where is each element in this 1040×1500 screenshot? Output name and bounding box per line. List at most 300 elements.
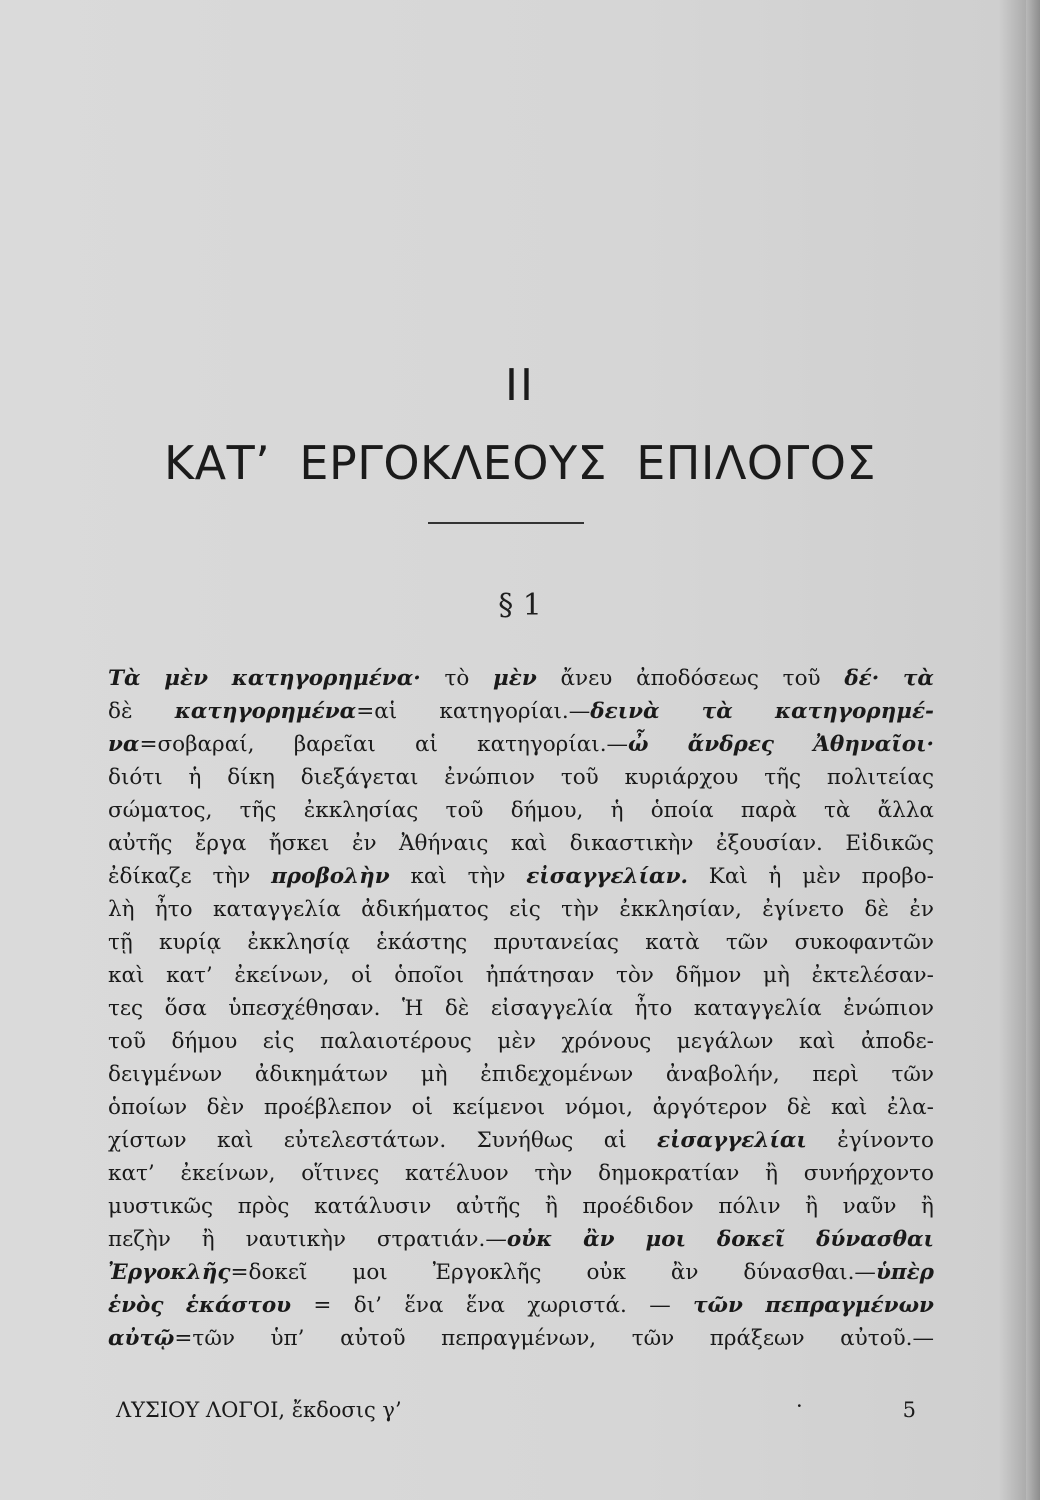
- text-run: δειγμένων: [108, 1062, 223, 1087]
- text-run: οἱ: [351, 963, 373, 988]
- text-run: τὴν: [534, 1161, 573, 1186]
- word: [611, 794, 624, 827]
- word: [763, 959, 790, 992]
- text-run: προβο-: [861, 864, 934, 889]
- text-run: μεγάλων: [676, 1029, 774, 1054]
- text-run: μυστικῶς: [108, 1194, 214, 1219]
- emphasized-text: Ἀθηναῖοι·: [813, 732, 934, 757]
- emphasized-text: ἄνδρες: [687, 732, 774, 757]
- text-run: ναῦν: [842, 1194, 897, 1219]
- word: [824, 794, 850, 827]
- text-run: ἢ: [201, 1227, 215, 1252]
- text-run: κυριάρχου: [624, 765, 739, 790]
- word: [108, 695, 132, 728]
- word: [491, 992, 613, 1025]
- word: [264, 1091, 392, 1124]
- text-run: Εἰδικῶς: [845, 831, 934, 856]
- text-run: ὑπεσχέθησαν.: [228, 996, 381, 1021]
- word: [217, 1124, 253, 1157]
- word: [762, 893, 844, 926]
- word: [598, 1157, 739, 1190]
- word: [108, 1190, 213, 1223]
- word: [165, 992, 207, 1025]
- emphasized-text: εἰσαγγελίαν.: [526, 864, 688, 889]
- text-run: ἐνώπιον: [444, 765, 535, 790]
- text-run: =δοκεῖ: [230, 1260, 308, 1285]
- word: [805, 1190, 818, 1223]
- word: [657, 1124, 807, 1157]
- text-run: ἢ: [805, 1194, 819, 1219]
- word: [710, 1322, 805, 1355]
- word: [207, 1091, 245, 1124]
- word: [565, 1091, 633, 1124]
- word: [921, 1190, 934, 1223]
- word: [843, 1190, 897, 1223]
- text-run: τῆς: [239, 798, 277, 823]
- emphasized-text: δοκεῖ: [716, 1227, 786, 1252]
- word: [676, 959, 742, 992]
- footer-book-title: ΛΥΣΙΟΥ ΛΟΓΟΙ, ἔκδοσις γ’: [116, 1398, 402, 1422]
- word: [583, 1190, 694, 1223]
- text-run: κατέλυον: [405, 1161, 509, 1186]
- emphasized-text: δεινὰ: [590, 699, 660, 724]
- chapter-numeral: II: [505, 360, 535, 411]
- word: [827, 761, 934, 794]
- word: [586, 1256, 625, 1289]
- word: [108, 1289, 163, 1322]
- text-run: πεπραγμένων,: [441, 1326, 597, 1351]
- word: [666, 1058, 780, 1091]
- emphasized-text: ὑπὲρ: [875, 1260, 934, 1285]
- word: [845, 827, 934, 860]
- emphasized-text: προβολὴν: [271, 864, 390, 889]
- word: [441, 1322, 596, 1355]
- word: [415, 728, 438, 761]
- text-run: βαρεῖαι: [293, 732, 376, 757]
- word: [352, 1256, 387, 1289]
- text-run: μὲν: [497, 1029, 536, 1054]
- text-run: αὐτοῦ.—: [840, 1326, 934, 1351]
- word: [439, 695, 659, 728]
- word: [769, 860, 782, 893]
- word: [831, 1091, 867, 1124]
- text-run: δύνασθαι.—: [743, 1260, 876, 1285]
- emphasized-text: Τὰ: [108, 666, 141, 691]
- word: [301, 1157, 379, 1190]
- word: [108, 1091, 187, 1124]
- word: [171, 1025, 237, 1058]
- word: [604, 1124, 627, 1157]
- word: [878, 794, 934, 827]
- text-run: ἢ: [544, 1194, 558, 1219]
- word: [108, 992, 143, 1025]
- emphasized-text: ἑκάστου: [185, 1293, 292, 1318]
- text-run: δὲ: [444, 996, 470, 1021]
- chapter-title: ΚΑΤ’ ΕΡΓΟΚΛΕΟΥΣ ΕΠΙΛΟΓΟΣ: [163, 436, 877, 490]
- word: [234, 959, 329, 992]
- word: [108, 1157, 155, 1190]
- word: [561, 893, 599, 926]
- emphasized-text: κατηγορημένα·: [231, 666, 421, 691]
- text-run: ἀποδε-: [860, 1029, 934, 1054]
- word: [394, 959, 464, 992]
- text-run: τῇ: [108, 930, 133, 955]
- text-run: ἕνα: [404, 1293, 444, 1318]
- text-run: ἀναβολήν,: [665, 1062, 780, 1087]
- word: [175, 695, 397, 728]
- word: [108, 662, 141, 695]
- text-run: τοῦ: [560, 765, 599, 790]
- word: [271, 860, 390, 893]
- text-run: Ἡ: [401, 996, 424, 1021]
- text-run: εἰσαγγελία: [490, 996, 614, 1021]
- word: [108, 1058, 222, 1091]
- text-run: Καὶ: [708, 864, 748, 889]
- text-run: ἡ: [610, 798, 624, 823]
- text-run: ἐκκλησίας: [303, 798, 419, 823]
- text-run: μὲν: [802, 864, 841, 889]
- word: [862, 860, 934, 893]
- word: [545, 1190, 558, 1223]
- text-run: =αἱ: [356, 699, 398, 724]
- word: [228, 992, 380, 1025]
- text-run: ἐγίνετο: [762, 897, 845, 922]
- word: [108, 1025, 146, 1058]
- word: [354, 1289, 382, 1322]
- word: [240, 794, 277, 827]
- text-run: τῶν: [891, 1062, 934, 1087]
- text-run: τῶν: [631, 1326, 675, 1351]
- text-run: δὲ: [864, 897, 889, 922]
- text-run: ἀδικήματος: [361, 897, 489, 922]
- text-line: [108, 1091, 934, 1124]
- text-line: [108, 1322, 934, 1355]
- text-run: αὐτῆς: [108, 831, 173, 856]
- text-run: πρὸς: [237, 1194, 290, 1219]
- word: [844, 662, 879, 695]
- word: [405, 1157, 509, 1190]
- word: [166, 959, 213, 992]
- emphasized-text: δέ·: [844, 666, 880, 691]
- word: [693, 1289, 743, 1322]
- word: [270, 1322, 304, 1355]
- text-run: εἰς: [262, 1029, 295, 1054]
- word: [304, 794, 419, 827]
- text-line: [108, 959, 934, 992]
- word: [453, 1091, 546, 1124]
- word: [709, 860, 748, 893]
- word: [108, 827, 172, 860]
- word: [861, 1025, 934, 1058]
- footer-dot: ·: [796, 1394, 803, 1418]
- text-run: αἱ: [415, 732, 438, 757]
- text-run: ἐκτελέσαν-: [811, 963, 934, 988]
- text-line: [108, 662, 934, 695]
- word: [562, 1025, 652, 1058]
- word: [108, 860, 192, 893]
- text-run: κατ’: [108, 1161, 155, 1186]
- word: [561, 761, 599, 794]
- text-run: —: [649, 1293, 671, 1318]
- word: [164, 662, 208, 695]
- word: [812, 1058, 858, 1091]
- emphasized-text: τὰ: [902, 666, 934, 691]
- word: [795, 926, 934, 959]
- word: [466, 1289, 505, 1322]
- word: [108, 794, 212, 827]
- word: [480, 1058, 633, 1091]
- text-line: [108, 1124, 934, 1157]
- word: [202, 1223, 215, 1256]
- word: [313, 1289, 331, 1322]
- word: [837, 1124, 934, 1157]
- word: [511, 794, 584, 827]
- section-marker: § 1: [498, 588, 542, 623]
- text-line: [108, 893, 934, 926]
- text-run: ἂν: [670, 1260, 699, 1285]
- text-run: τῆς: [764, 765, 802, 790]
- text-run: ἢ: [921, 1194, 934, 1219]
- word: [497, 1025, 536, 1058]
- word: [688, 728, 774, 761]
- text-run: ἐκκλησίαν,: [619, 897, 742, 922]
- text-run: ὁποῖοι: [394, 963, 465, 988]
- text-run: καὶ: [108, 963, 145, 988]
- word: [632, 1322, 675, 1355]
- text-run: ἀδικημάτων: [254, 1062, 389, 1087]
- text-run: καὶ: [217, 1128, 254, 1153]
- word: [625, 761, 739, 794]
- word: [887, 1091, 934, 1124]
- text-line: [108, 827, 934, 860]
- text-run: ἢ: [765, 1161, 779, 1186]
- word: [159, 926, 221, 959]
- word: [232, 662, 421, 695]
- word: [108, 926, 133, 959]
- emphasized-text: κατηγορημένα: [174, 699, 357, 724]
- word: [108, 761, 163, 794]
- word: [340, 1322, 406, 1355]
- text-run: ἐν: [909, 897, 934, 922]
- text-run: ἑκάστης: [376, 930, 468, 955]
- text-run: ἡ: [768, 864, 782, 889]
- text-run: τὴν: [467, 864, 506, 889]
- text-run: ἠπάτησαν: [485, 963, 595, 988]
- word: [804, 1157, 934, 1190]
- word: [511, 827, 547, 860]
- text-run: προέβλεπον: [263, 1095, 393, 1120]
- word: [864, 893, 888, 926]
- word: [812, 959, 934, 992]
- word: [561, 662, 613, 695]
- word: [903, 662, 934, 695]
- text-run: συκοφαντῶν: [794, 930, 934, 955]
- text-run: κατηγορίαι.—: [439, 699, 591, 724]
- text-run: τὸν: [615, 963, 654, 988]
- word: [444, 662, 469, 695]
- word: [444, 761, 535, 794]
- text-run: μὴ: [763, 963, 790, 988]
- word: [108, 728, 254, 761]
- word: [377, 1223, 552, 1256]
- text-run: ἐν: [351, 831, 377, 856]
- text-run: =τῶν: [174, 1326, 235, 1351]
- emphasized-text: πεπραγμένων: [765, 1293, 934, 1318]
- word: [619, 893, 741, 926]
- word: [352, 827, 377, 860]
- text-run: ἄνευ: [560, 666, 613, 691]
- text-run: τὴν: [212, 864, 251, 889]
- text-run: ἦτο: [154, 897, 193, 922]
- text-line: [108, 1256, 934, 1289]
- emphasized-text: ὦ: [628, 732, 649, 757]
- word: [412, 1091, 433, 1124]
- text-run: τοῦ: [108, 1029, 146, 1054]
- text-run: αὐτοῦ: [340, 1326, 406, 1351]
- text-run: δῆμον: [675, 963, 742, 988]
- word: [301, 761, 419, 794]
- word: [361, 893, 489, 926]
- text-run: ἐγίνοντο: [837, 1128, 934, 1153]
- word: [456, 1190, 520, 1223]
- text-run: δημοκρατίαν: [598, 1161, 740, 1186]
- word: [840, 1322, 934, 1355]
- text-run: λὴ: [108, 897, 135, 922]
- text-run: ὅσα: [164, 996, 207, 1021]
- text-run: δήμου,: [510, 798, 584, 823]
- text-run: τες: [108, 996, 144, 1021]
- text-run: περὶ: [812, 1062, 859, 1087]
- text-line: [108, 761, 934, 794]
- text-run: ἦτο: [634, 996, 673, 1021]
- text-run: οἱ: [411, 1095, 434, 1120]
- text-run: αὐτῆς: [455, 1194, 521, 1219]
- text-run: ἐκείνων,: [180, 1161, 276, 1186]
- word: [787, 1091, 811, 1124]
- text-run: ἄλλα: [877, 798, 934, 823]
- text-line: [108, 1289, 934, 1322]
- word: [477, 1124, 574, 1157]
- text-run: διότι: [108, 765, 163, 790]
- text-line: [108, 1157, 934, 1190]
- word: [718, 1190, 780, 1223]
- text-run: κυρίᾳ: [159, 930, 222, 955]
- word: [108, 1124, 187, 1157]
- text-run: διεξάγεται: [300, 765, 419, 790]
- word: [108, 1256, 307, 1289]
- word: [238, 1190, 290, 1223]
- emphasized-text: να: [108, 732, 140, 757]
- text-run: δίκη: [227, 765, 275, 790]
- word: [783, 662, 821, 695]
- word: [646, 1223, 686, 1256]
- text-run: καὶ: [799, 1029, 836, 1054]
- text-run: αἱ: [603, 1128, 627, 1153]
- text-run: τοῦ: [782, 666, 821, 691]
- text-run: χρόνους: [561, 1029, 652, 1054]
- word: [212, 860, 250, 893]
- word: [570, 827, 694, 860]
- word: [909, 893, 934, 926]
- word: [726, 926, 769, 959]
- text-run: ναυτικὴν: [245, 1227, 346, 1252]
- word: [799, 1025, 835, 1058]
- text-run: ἕνα: [465, 1293, 505, 1318]
- word: [527, 1289, 627, 1322]
- word: [526, 860, 688, 893]
- word: [649, 1289, 671, 1322]
- text-run: πόλιν: [718, 1194, 781, 1219]
- page-edge-shadow: [1026, 0, 1040, 1500]
- text-run: τὸ: [444, 666, 470, 691]
- word: [421, 1058, 448, 1091]
- word: [802, 860, 841, 893]
- text-run: ἀργότερον: [652, 1095, 768, 1120]
- text-run: πράξεων: [709, 1326, 805, 1351]
- word: [765, 1289, 934, 1322]
- word: [108, 1322, 235, 1355]
- emphasized-text: μοι: [645, 1227, 686, 1252]
- text-run: ἐκκλησίᾳ: [247, 930, 350, 955]
- word: [294, 728, 376, 761]
- word: [636, 662, 759, 695]
- emphasized-text: αὐτῷ: [108, 1326, 175, 1351]
- text-run: καταγγελία: [213, 897, 341, 922]
- text-line: [108, 860, 934, 893]
- word: [180, 1157, 275, 1190]
- word: [376, 926, 467, 959]
- word: [493, 662, 537, 695]
- emphasized-text: κατηγορημέ-: [775, 699, 934, 724]
- word: [843, 992, 934, 1025]
- text-run: δικαστικὴν: [569, 831, 694, 856]
- word: [765, 1157, 778, 1190]
- word: [534, 1157, 572, 1190]
- text-run: κατ’: [166, 963, 213, 988]
- text-line: [108, 1190, 934, 1223]
- word: [410, 860, 446, 893]
- text-run: παλαιοτέρους: [319, 1029, 472, 1054]
- word: [269, 827, 330, 860]
- text-run: κατηγορίαι.—: [477, 732, 629, 757]
- text-line: [108, 695, 934, 728]
- page-number: 5: [902, 1398, 916, 1422]
- text-run: πρυτανείας: [493, 930, 619, 955]
- emphasized-text: τὰ: [701, 699, 733, 724]
- word: [468, 860, 506, 893]
- text-run: οἵτινες: [301, 1161, 380, 1186]
- emphasized-text: ἑνὸς: [108, 1293, 164, 1318]
- text-run: Ἐργοκλῆς: [432, 1260, 542, 1285]
- emphasized-text: μὲν: [164, 666, 209, 691]
- word: [694, 992, 822, 1025]
- text-run: προέδιδον: [582, 1194, 694, 1219]
- text-run: κατὰ: [645, 930, 700, 955]
- text-run: καταγγελία: [693, 996, 822, 1021]
- text-run: τὴν: [561, 897, 599, 922]
- text-run: εὐτελεστάτων.: [283, 1128, 447, 1153]
- text-run: δήμου: [171, 1029, 238, 1054]
- text-run: =σοβαραί,: [139, 732, 255, 757]
- text-run: κατάλυσιν: [314, 1194, 432, 1219]
- word: [583, 1223, 614, 1256]
- text-line: [108, 728, 934, 761]
- text-run: ἐνώπιον: [843, 996, 934, 1021]
- word: [255, 1058, 388, 1091]
- word: [891, 1058, 934, 1091]
- word: [702, 695, 733, 728]
- text-run: δὲν: [206, 1095, 245, 1120]
